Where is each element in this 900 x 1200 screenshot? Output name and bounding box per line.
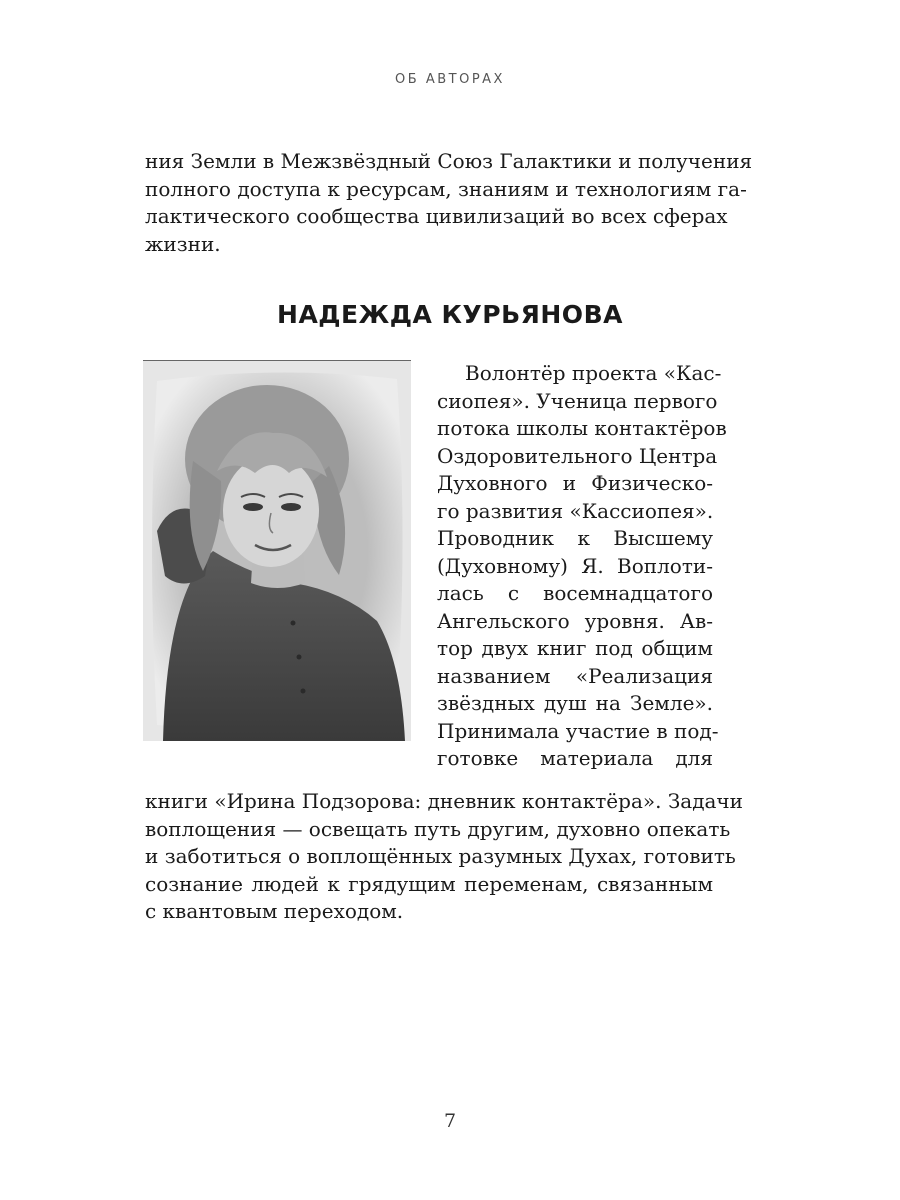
page-number: 7	[443, 1110, 457, 1132]
text-line: названием «Реализация	[437, 663, 713, 688]
text-line: лась с восемнадцатого	[437, 581, 713, 605]
text-line: Принимала участие в под-	[437, 718, 719, 743]
text-line: тор двух книг под общим	[437, 636, 713, 660]
text-line: потока школы контактёров	[437, 416, 727, 440]
author-name-heading: НАДЕЖДА КУРЬЯНОВА	[277, 300, 623, 329]
text-line: книги «Ирина Подзорова: дневник контактёра». Задачи	[145, 789, 743, 813]
text-line: Проводник к Высшему	[437, 526, 713, 550]
portrait-drawing	[143, 361, 411, 741]
text-line: ния Земли в Межзвёздный Союз Галактики и получения	[145, 149, 753, 173]
text-line: воплощения — освещать путь другим, духовно опекать	[145, 816, 731, 841]
text-line: готовке материала для	[437, 746, 713, 770]
text-line: го развития «Кассиопея».	[437, 498, 714, 523]
text-line: Волонтёр проекта «Кас-	[465, 361, 722, 385]
text-line: с квантовым переходом.	[145, 899, 404, 923]
text-line: Оздоровительного Центра	[437, 443, 718, 468]
text-line: (Духовному) Я. Воплоти-	[437, 553, 713, 578]
running-head: ОБ АВТОРАХ	[395, 72, 505, 87]
text-line: Духовного и Физическо-	[437, 471, 713, 495]
author-portrait	[143, 360, 411, 741]
text-line: жизни.	[145, 231, 221, 256]
text-line: и заботиться о воплощённых разумных Духах, готовить	[145, 844, 736, 868]
text-line: полного доступа к ресурсам, знаниям и технологиям га-	[145, 176, 747, 201]
text-line: лактического сообщества цивилизаций во всех сферах	[145, 204, 728, 228]
text-line: сиопея». Ученица первого	[437, 388, 718, 413]
lead-paragraph	[145, 148, 753, 258]
text-line: звёздных душ на Земле».	[437, 691, 713, 715]
bio-wrapped-text	[437, 360, 727, 773]
bio-full-text	[145, 788, 743, 926]
text-line: Ангельского уровня. Ав-	[437, 608, 713, 633]
text-line: сознание людей к грядущим переменам, связанным	[145, 871, 713, 896]
